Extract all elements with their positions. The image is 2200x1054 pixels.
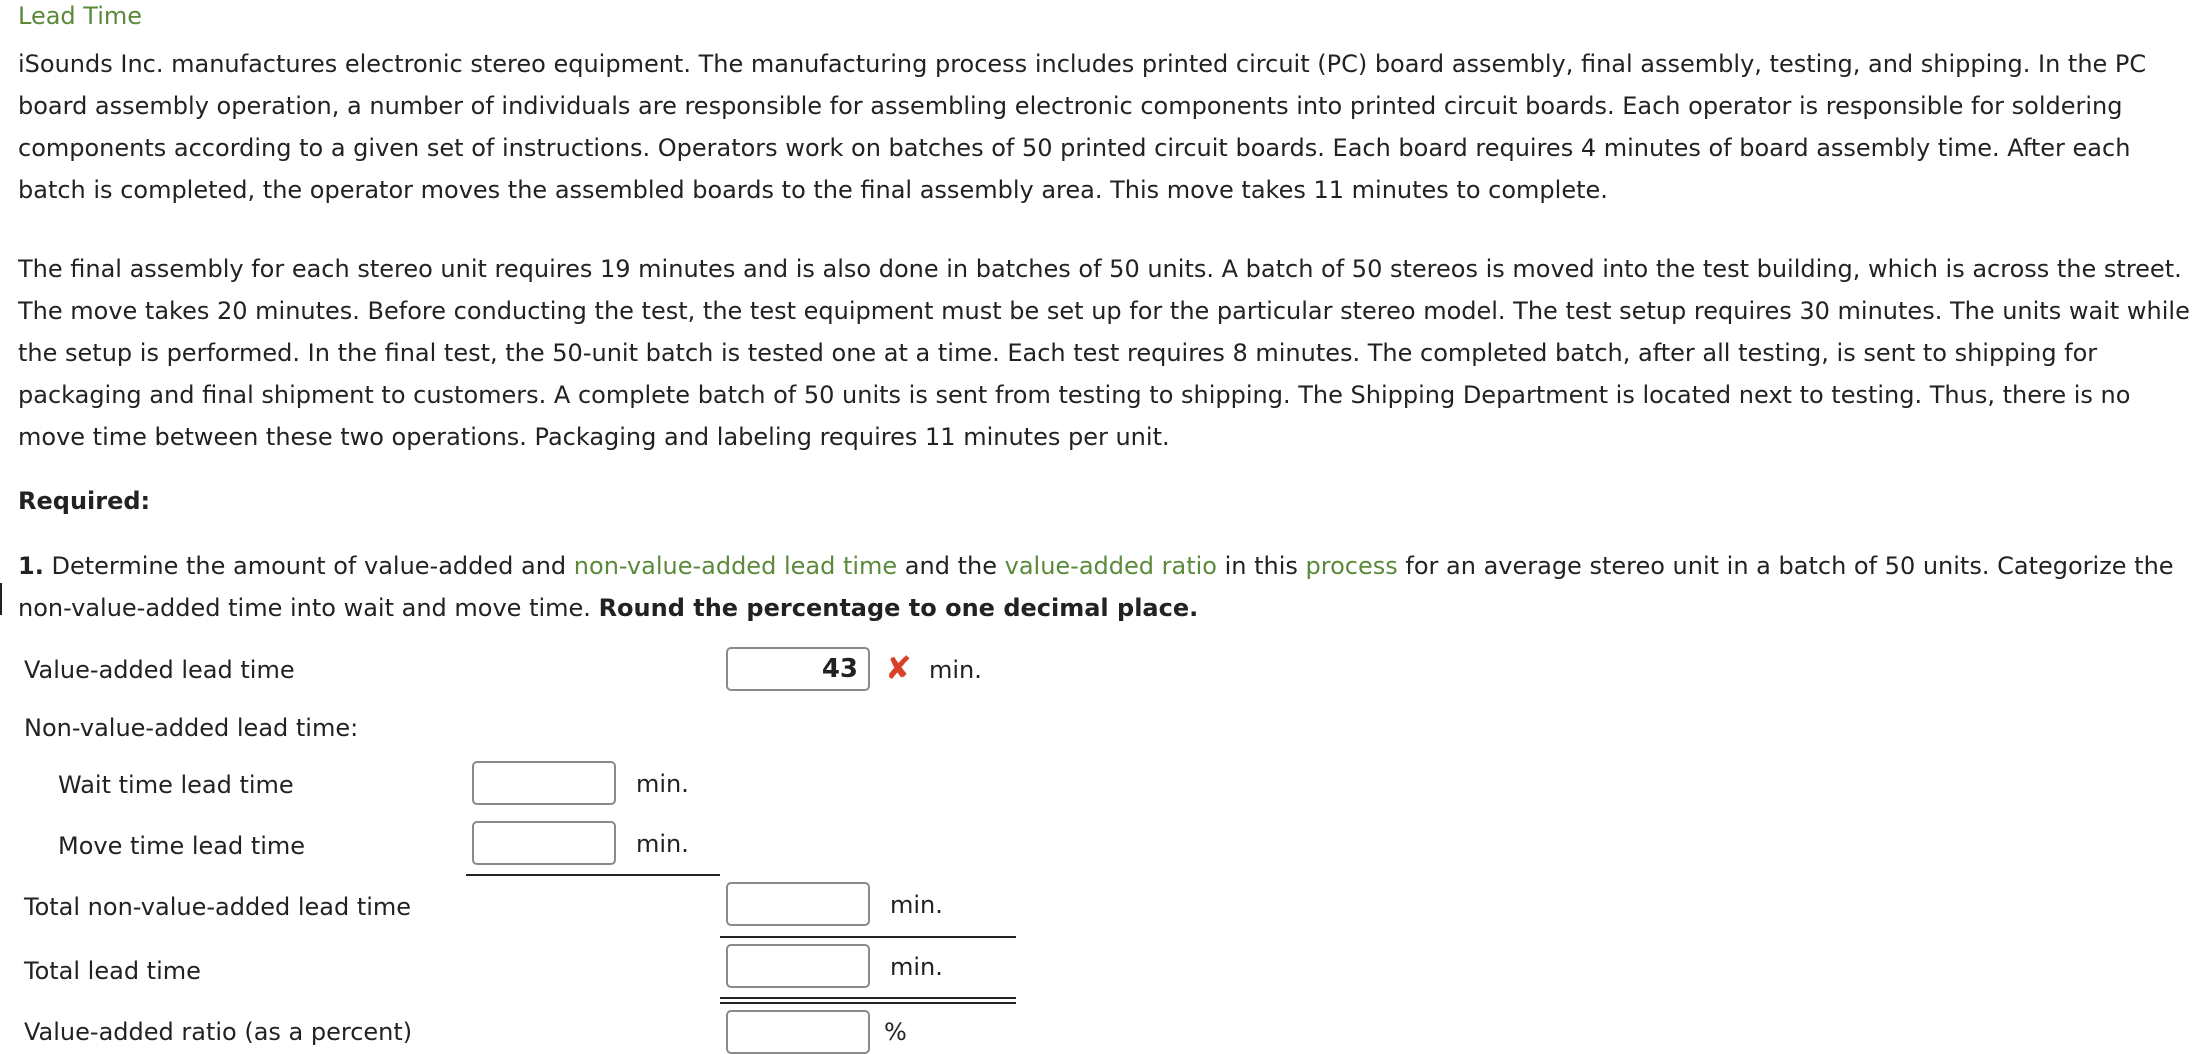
wait-time-input[interactable] — [472, 761, 616, 805]
wait-time-label: Wait time lead time — [58, 771, 294, 799]
unit-label: min. — [929, 656, 982, 684]
paragraph-line: The move takes 20 minutes. Before conducting the test, the test equipment must be set up for the particular stereo model. The test setup requires 30 minutes. The units wait while — [18, 297, 2190, 325]
paragraph-line: components according to a given set of instructions. Operators work on batches of 50 printed circuit boards. Each board requires 4 minutes of board assembly time. After each — [18, 134, 2131, 162]
page-title: Lead Time — [18, 2, 143, 30]
total-lead-time-label: Total lead time — [24, 957, 201, 985]
question-text: and the — [897, 552, 1005, 580]
unit-label: min. — [890, 891, 943, 919]
paragraph-line: iSounds Inc. manufactures electronic stereo equipment. The manufacturing process includes printed circuit (PC) board assembly, final assembly, testing, and shipping. In the PC — [18, 50, 2147, 78]
unit-label: min. — [890, 953, 943, 981]
value-added-ratio-input[interactable] — [726, 1010, 870, 1054]
paragraph-line: The final assembly for each stereo unit requires 19 minutes and is also done in batches of 50 units. A batch of 50 stereos is moved into the test building, which is across the street. — [18, 255, 2182, 283]
double-rule-bottom — [720, 1002, 1016, 1004]
paragraph-line: batch is completed, the operator moves the assembled boards to the final assembly area. This move takes 11 minutes to complete. — [18, 176, 1608, 204]
total-lead-time-input[interactable] — [726, 944, 870, 988]
total-non-value-added-input[interactable] — [726, 882, 870, 926]
link-non-value-added-lead-time[interactable]: non-value-added lead time — [573, 552, 898, 580]
paragraph-line: board assembly operation, a number of individuals are responsible for assembling electronic components into printed circuit boards. Each operator is responsible for soldering — [18, 92, 2123, 120]
unit-label: min. — [636, 770, 689, 798]
paragraph-1 — [18, 43, 2146, 211]
unit-label: min. — [636, 830, 689, 858]
total-non-value-added-label: Total non-value-added lead time — [24, 893, 412, 921]
paragraph-2 — [18, 248, 2190, 458]
question-number: 1. — [18, 552, 44, 580]
total-rule — [720, 936, 1016, 938]
move-time-input[interactable] — [472, 821, 616, 865]
question-text: in this — [1216, 552, 1306, 580]
subtotal-rule — [466, 874, 720, 876]
value-added-label: Value-added lead time — [24, 656, 295, 684]
question-text: for an average stereo unit in a batch of 50 units. Categorize the — [1397, 552, 2174, 580]
value-added-input[interactable]: 43 — [726, 647, 870, 691]
percent-label: % — [884, 1018, 907, 1046]
link-process[interactable]: process — [1305, 552, 1398, 580]
left-edge-mark — [0, 583, 6, 615]
incorrect-x-icon: ✘ — [885, 649, 912, 687]
paragraph-line: packaging and final shipment to customers. A complete batch of 50 units is sent from testing to shipping. The Shipping Department is located next to testing. Thus, there is no — [18, 381, 2131, 409]
required-heading: Required: — [18, 487, 151, 515]
question-text: non-value-added time into wait and move time. — [18, 594, 599, 622]
paragraph-line: the setup is performed. In the final test, the 50-unit batch is tested one at a time. Each test requires 8 minutes. The completed batch, after all testing, is sent to shipping for — [18, 339, 2098, 367]
question-text: Determine the amount of value-added and — [51, 552, 574, 580]
question-1 — [18, 545, 2174, 629]
link-value-added-ratio[interactable]: value-added ratio — [1004, 552, 1217, 580]
question-line-1 — [18, 545, 2174, 587]
question-line-2 — [18, 587, 2174, 629]
non-value-added-heading: Non-value-added lead time: — [24, 714, 359, 742]
paragraph-line: move time between these two operations. Packaging and labeling requires 11 minutes per unit. — [18, 423, 1170, 451]
move-time-label: Move time lead time — [58, 832, 306, 860]
double-rule-top — [720, 997, 1016, 999]
rounding-instruction: Round the percentage to one decimal place. — [598, 594, 1199, 622]
value-added-ratio-label: Value-added ratio (as a percent) — [24, 1018, 413, 1046]
